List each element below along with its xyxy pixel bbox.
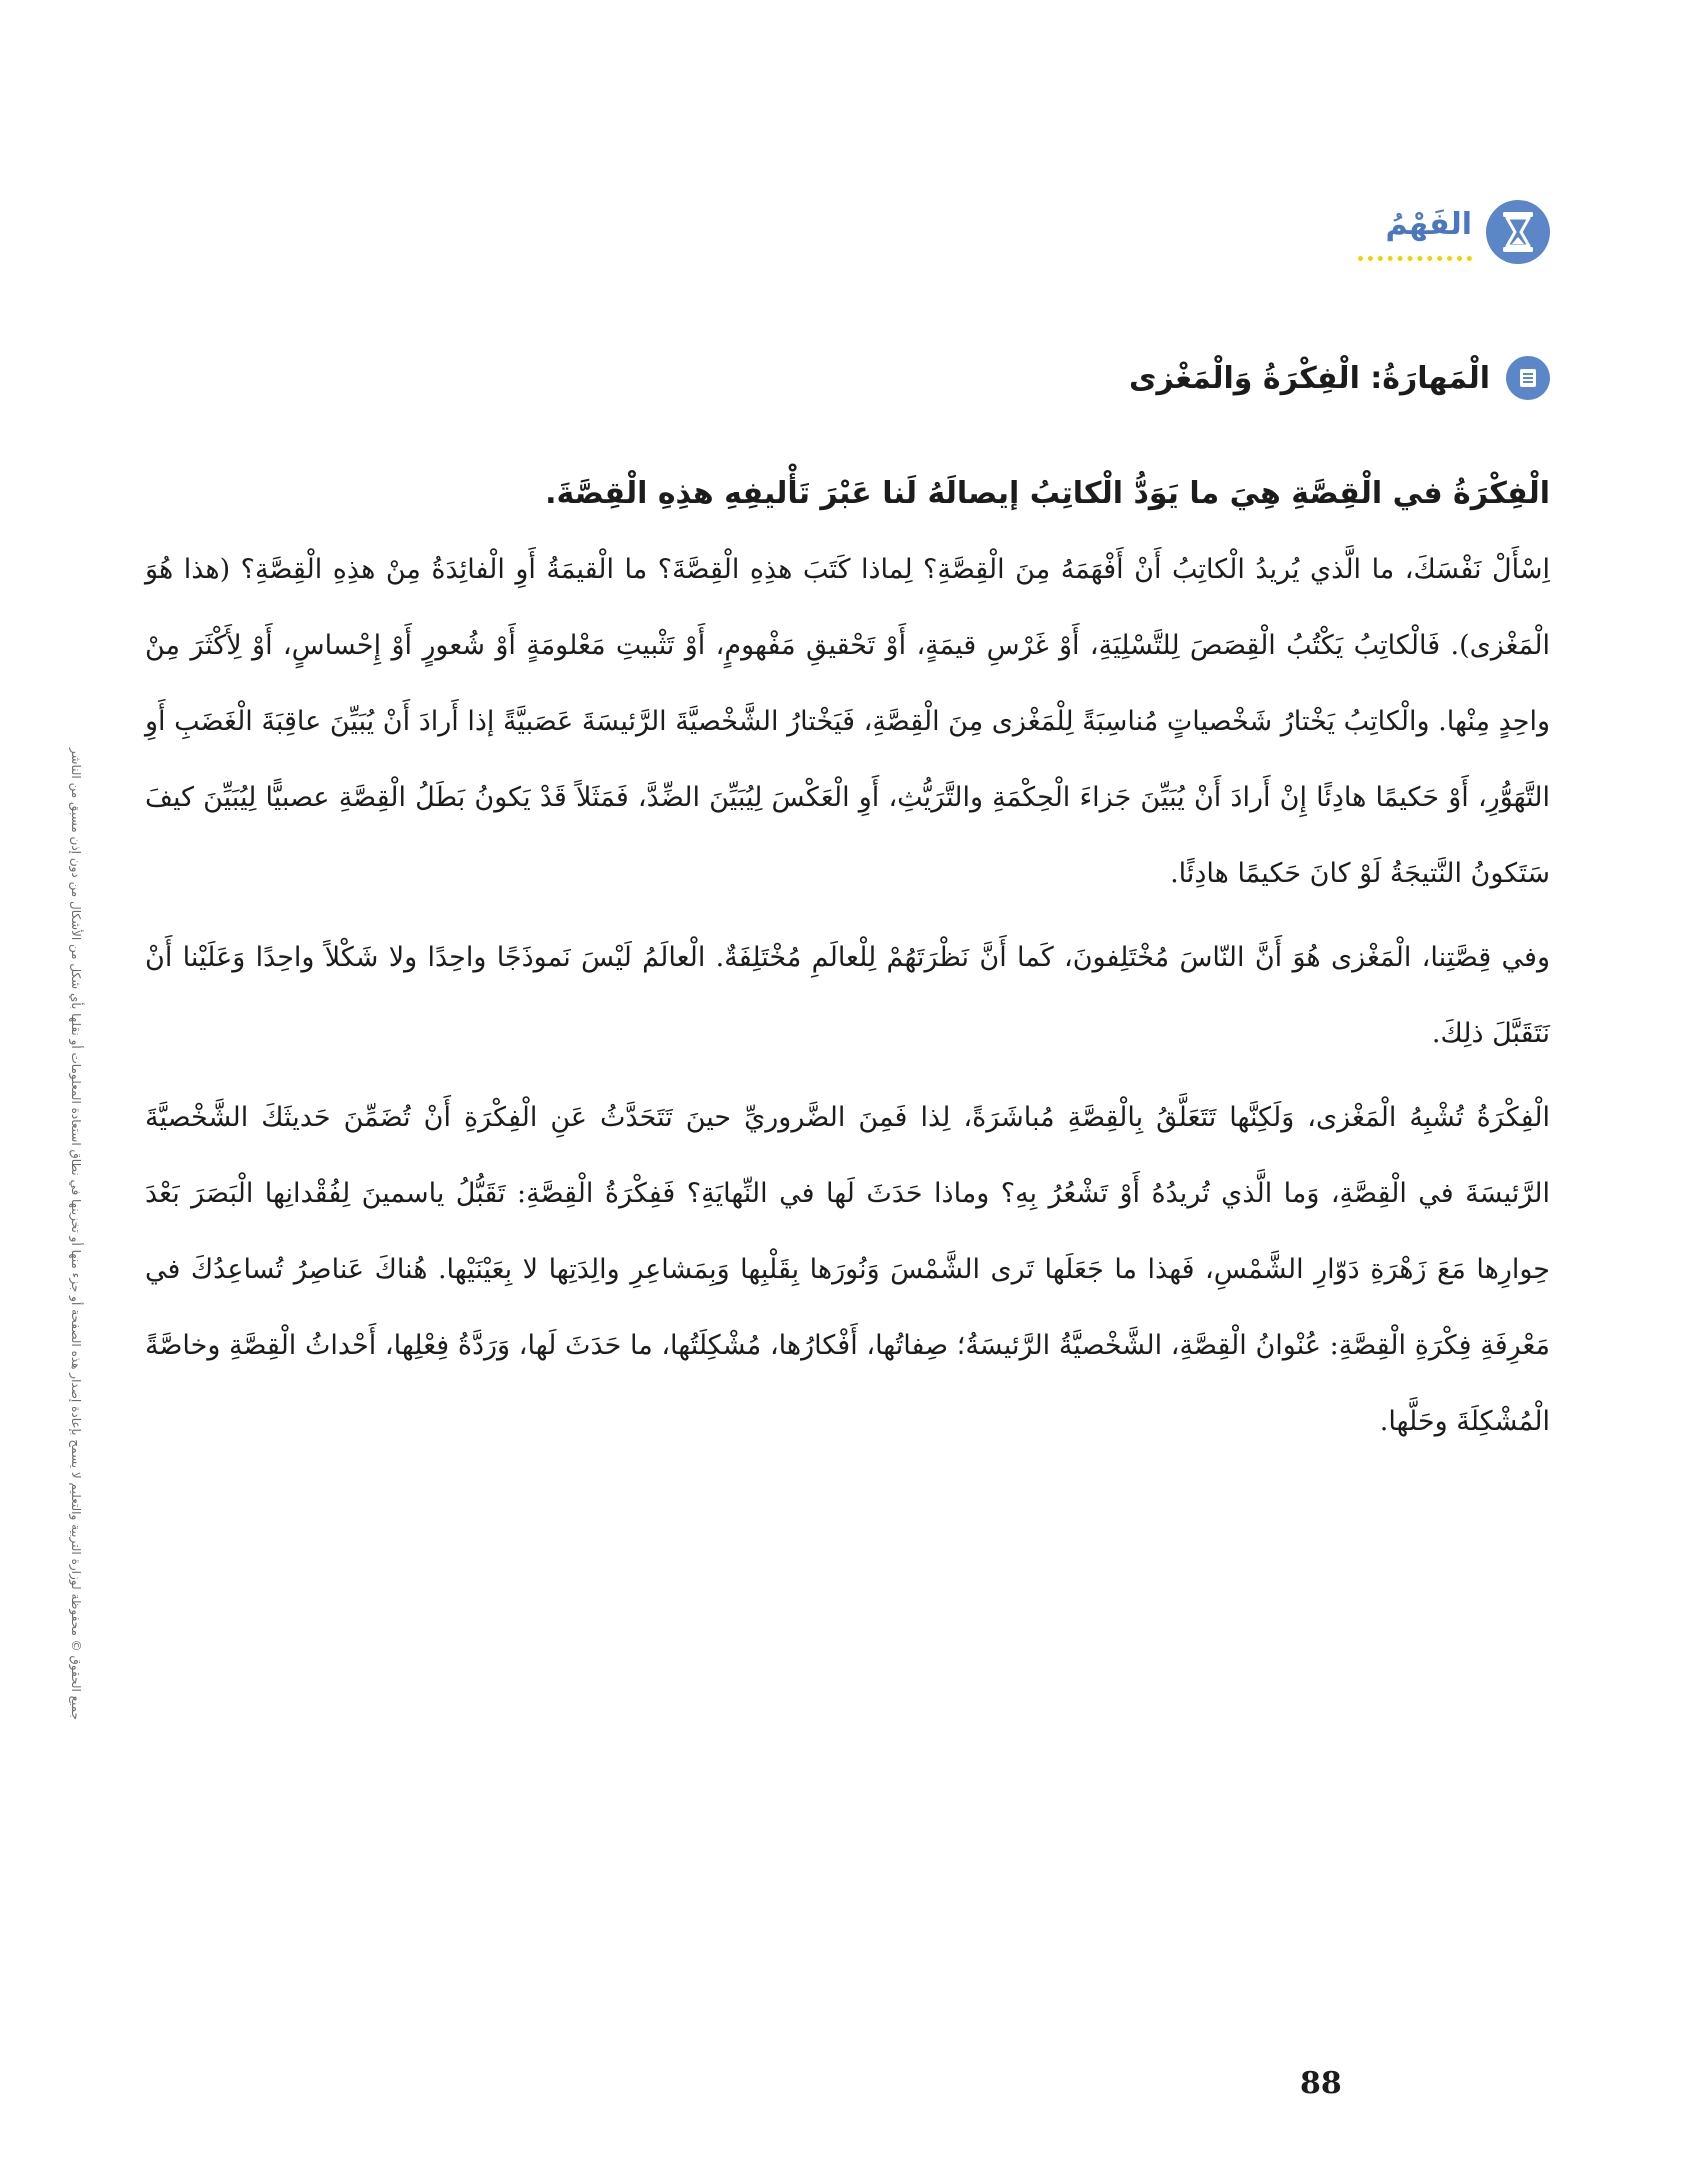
lesson-content: [145, 468, 1550, 1468]
paragraph-story-idea: الْفِكْرَةُ تُشْبِهُ الْمَغْزى، وَلَكِنَّها تَتَعَلَّقُ بِالْقِصَّةِ مُباشَرَةً، لِذا فَمِنَ الضَّروريِّ حينَ تَتَحَدَّثُ عَنِ الْفِكْرَةِ أَنْ تُضَمِّنَ حَديثَكَ الشَّخْصيَّةَ الرَّئيسَةَ في الْقِصَّةِ، وَما الَّذي تُريدُهُ أَوْ تَشْعُرُ بِهِ؟ وماذا حَدَثَ لَها في النِّهايَةِ؟ فَفِكْرَةُ الْقِصَّةِ: تَقَبُّلُ ياسمينَ لِفُقْدانِها الْبَصَرَ بَعْدَ حِوارِها مَعَ زَهْرَةِ دَوّارِ الشَّمْسِ، فَهذا ما جَعَلَها تَرى الشَّمْسَ وَنُورَها بِقَلْبِها وَبِمَشاعِرِ والِدَتِها لا بِعَيْنَيْها. هُناكَ عَناصِرُ تُساعِدُكَ في مَعْرِفَةِ فِكْرَةِ الْقِصَّةِ: عُنْوانُ الْقِصَّةِ، الشَّخْصيَّةُ الرَّئيسَةُ؛ صِفاتُها، أَفْكارُها، مُشْكِلَتُها، ما حَدَثَ لَها، وَرَدَّةُ فِعْلِها، أَحْداثُ الْقِصَّةِ وخاصَّةً الْمُشْكِلَةَ وحَلَّها.: [145, 1102, 1550, 1437]
copyright-side-note: جميع الحقوق © محفوظة لوزارة التربية والتعليم لا يسمح بإعادة إصدار هذه الصفحة أو جزء منها أو تخزينها في نطاق استعادة المعلومات أو نقلها بأي شكل من الأشكال من دون إذن مسبق من الناشر: [69, 747, 83, 1720]
page-number: 88: [1300, 2066, 1342, 2101]
hourglass-icon: [1486, 200, 1550, 264]
title-dotted-underline: [1358, 250, 1472, 261]
skill-title: الْمَهارَةُ: الْفِكْرَةُ وَالْمَغْزى: [1129, 360, 1490, 396]
list-icon: [1506, 356, 1550, 400]
section-header: [1386, 200, 1550, 264]
paragraph-story-moral: وفي قِصَّتِنا، الْمَغْزى هُوَ أَنَّ النّاسَ مُخْتَلِفونَ، كَما أَنَّ نَظْرَتَهُمْ لِلْعالَمِ مُخْتَلِفَةٌ. الْعالَمُ لَيْسَ نَموذَجًا واحِدًا ولا شَكْلاً واحِدًا وَعَلَيْنا أَنْ نَتَقَبَّلَ ذلِكَ.: [145, 942, 1550, 1049]
paragraph-explanation: اِسْأَلْ نَفْسَكَ، ما الَّذي يُريدُ الْكاتِبُ أَنْ أَفْهَمَهُ مِنَ الْقِصَّةِ؟ لِماذا كَتَبَ هذِهِ الْقِصَّةَ؟ ما الْقيمَةُ أَوِ الْفائِدَةُ مِنْ هذِهِ الْقِصَّةِ؟ (هذا هُوَ الْمَغْزى). فَالْكاتِبُ يَكْتُبُ الْقِصَصَ لِلتَّسْلِيَةِ، أَوْ غَرْسِ قيمَةٍ، أَوْ تَحْقيقِ مَفْهومٍ، أَوْ تَثْبيتِ مَعْلومَةٍ أَوْ شُعورٍ أَوْ إِحْساسٍ، أَوْ لِأَكْثَرَ مِنْ واحِدٍ مِنْها. والْكاتِبُ يَخْتارُ شَخْصياتٍ مُناسِبَةً لِلْمَغْزى مِنَ الْقِصَّةِ، فَيَخْتارُ الشَّخْصيَّةَ الرَّئيسَةَ عَصَبيَّةً إذا أَرادَ أَنْ يُبَيِّنَ عاقِبَةَ الْغَضَبِ أَوِ التَّهَوُّرِ، أَوْ حَكيمًا هادِئًا إِنْ أَرادَ أَنْ يُبَيِّنَ جَزاءَ الْحِكْمَةِ والتَّرَيُّثِ، أَوِ الْعَكْسَ لِيُبَيِّنَ الضِّدَّ، فَمَثَلاً قَدْ يَكونُ بَطَلُ الْقِصَّةِ عصبيًّا لِيُبَيِّنَ كيفَ سَتَكونُ النَّتيجَةُ لَوْ كانَ حَكيمًا هادِئًا.: [145, 554, 1550, 889]
skill-header: [1129, 356, 1550, 400]
section-title: الفَهْمُ: [1385, 207, 1472, 242]
definition-statement: الْفِكْرَةُ في الْقِصَّةِ هِيَ ما يَوَدُّ الْكاتِبُ إيصالَهُ لَنا عَبْرَ تَأْليفِهِ هذِهِ الْقِصَّةَ.: [545, 476, 1550, 511]
